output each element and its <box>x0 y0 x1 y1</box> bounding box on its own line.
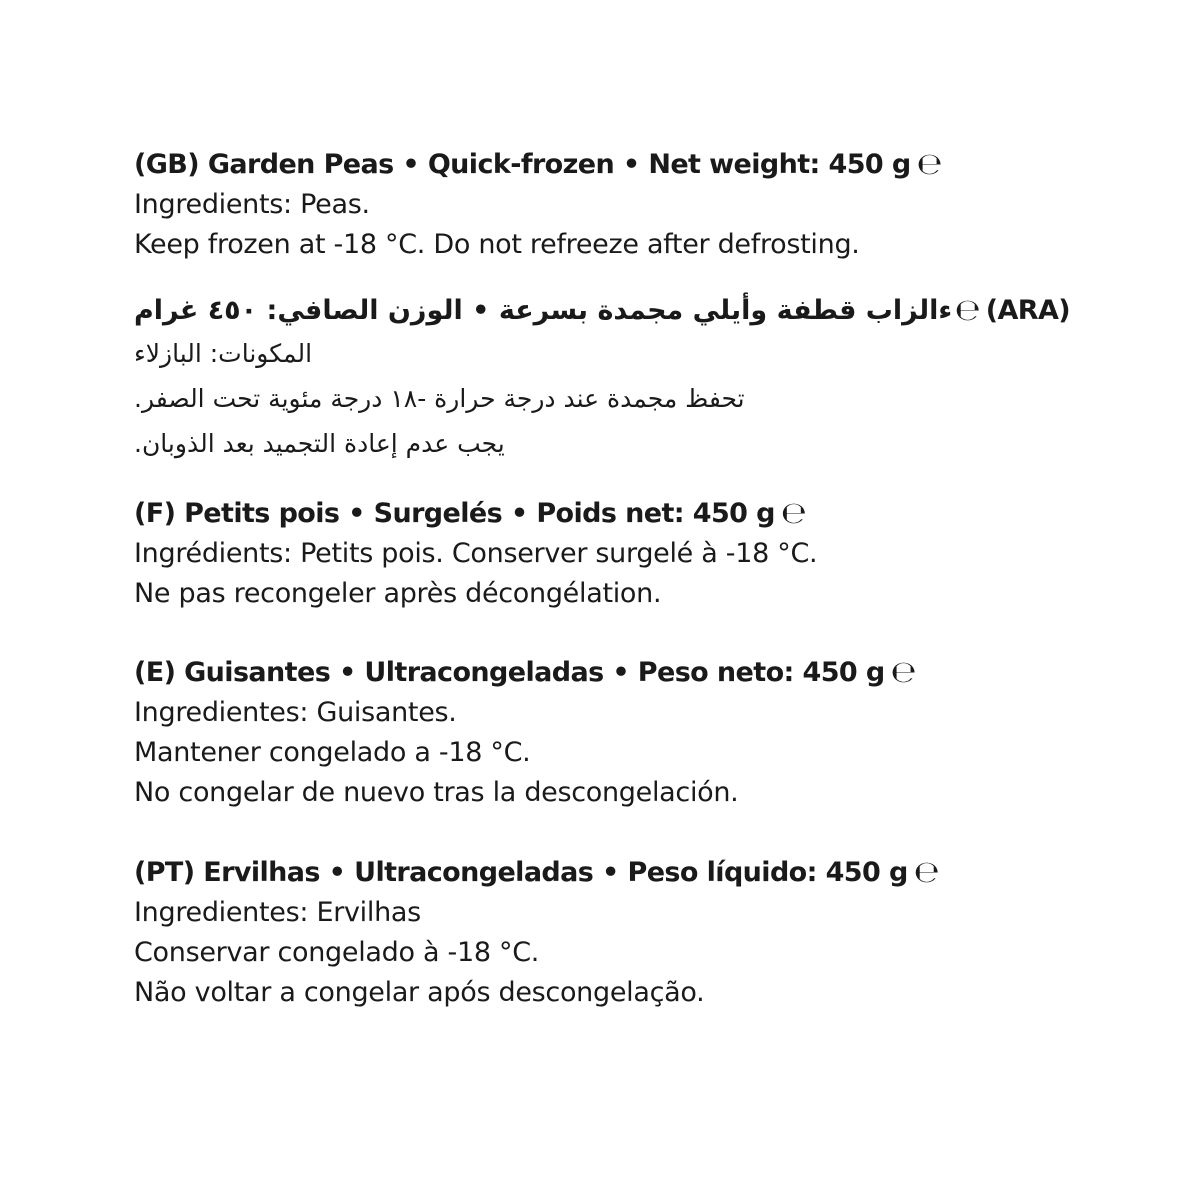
section-ara-title-text: ءالزاب قطفة وأيلي مجمدة بسرعة • الوزن الصافي: ٤٥٠ غرام <box>134 295 953 326</box>
section-e-title <box>134 653 1094 693</box>
section-gb-ingredients: Ingredients: Peas. <box>134 189 370 220</box>
section-e <box>134 653 1094 813</box>
section-f-title <box>134 494 1094 534</box>
section-pt-title-text: (PT) Ervilhas • Ultracongeladas • Peso líquido: 450 g <box>134 857 908 888</box>
estimated-sign-icon: ℮ <box>954 293 980 328</box>
section-e-title-text: (E) Guisantes • Ultracongeladas • Peso neto: 450 g <box>134 657 885 688</box>
section-gb-title <box>134 145 1094 185</box>
product-label-text <box>134 145 1094 1013</box>
section-f-ingredients: Ingrédients: Petits pois. Conserver surgelé à -18 °C. <box>134 538 818 569</box>
estimated-sign-icon: ℮ <box>890 655 916 690</box>
section-ara-code-group <box>955 291 1070 331</box>
section-pt-refreeze: Não voltar a congelar após descongelação. <box>134 977 705 1008</box>
section-f-title-text: (F) Petits pois • Surgelés • Poids net: 450 g <box>134 498 775 529</box>
section-e-storage: Mantener congelado a -18 °C. <box>134 737 531 768</box>
section-gb-title-text: (GB) Garden Peas • Quick-frozen • Net weight: 450 g <box>134 149 911 180</box>
section-gb-storage: Keep frozen at -18 °C. Do not refreeze after defrosting. <box>134 229 860 260</box>
section-e-refreeze: No congelar de nuevo tras la descongelación. <box>134 777 739 808</box>
section-ara-code: (ARA) <box>985 295 1070 326</box>
section-ara-storage: تحفظ مجمدة عند درجة حرارة -١٨ درجة مئوية تحت الصفر. <box>134 384 745 413</box>
section-ara-title <box>134 291 1070 331</box>
section-e-ingredients: Ingredientes: Guisantes. <box>134 697 457 728</box>
section-f-refreeze: Ne pas recongeler après décongélation. <box>134 578 662 609</box>
section-f <box>134 494 1094 614</box>
section-pt <box>134 853 1094 1013</box>
section-ara <box>134 291 1094 466</box>
section-pt-title <box>134 853 1094 893</box>
section-ara-ingredients: المكونات: البازلاء <box>134 339 313 368</box>
section-pt-storage: Conservar congelado à -18 °C. <box>134 937 540 968</box>
section-pt-ingredients: Ingredientes: Ervilhas <box>134 897 421 928</box>
section-ara-refreeze: يجب عدم إعادة التجميد بعد الذوبان. <box>134 429 505 458</box>
section-gb <box>134 145 1094 265</box>
estimated-sign-icon: ℮ <box>913 855 939 890</box>
estimated-sign-icon: ℮ <box>780 496 806 531</box>
estimated-sign-icon: ℮ <box>916 147 942 182</box>
